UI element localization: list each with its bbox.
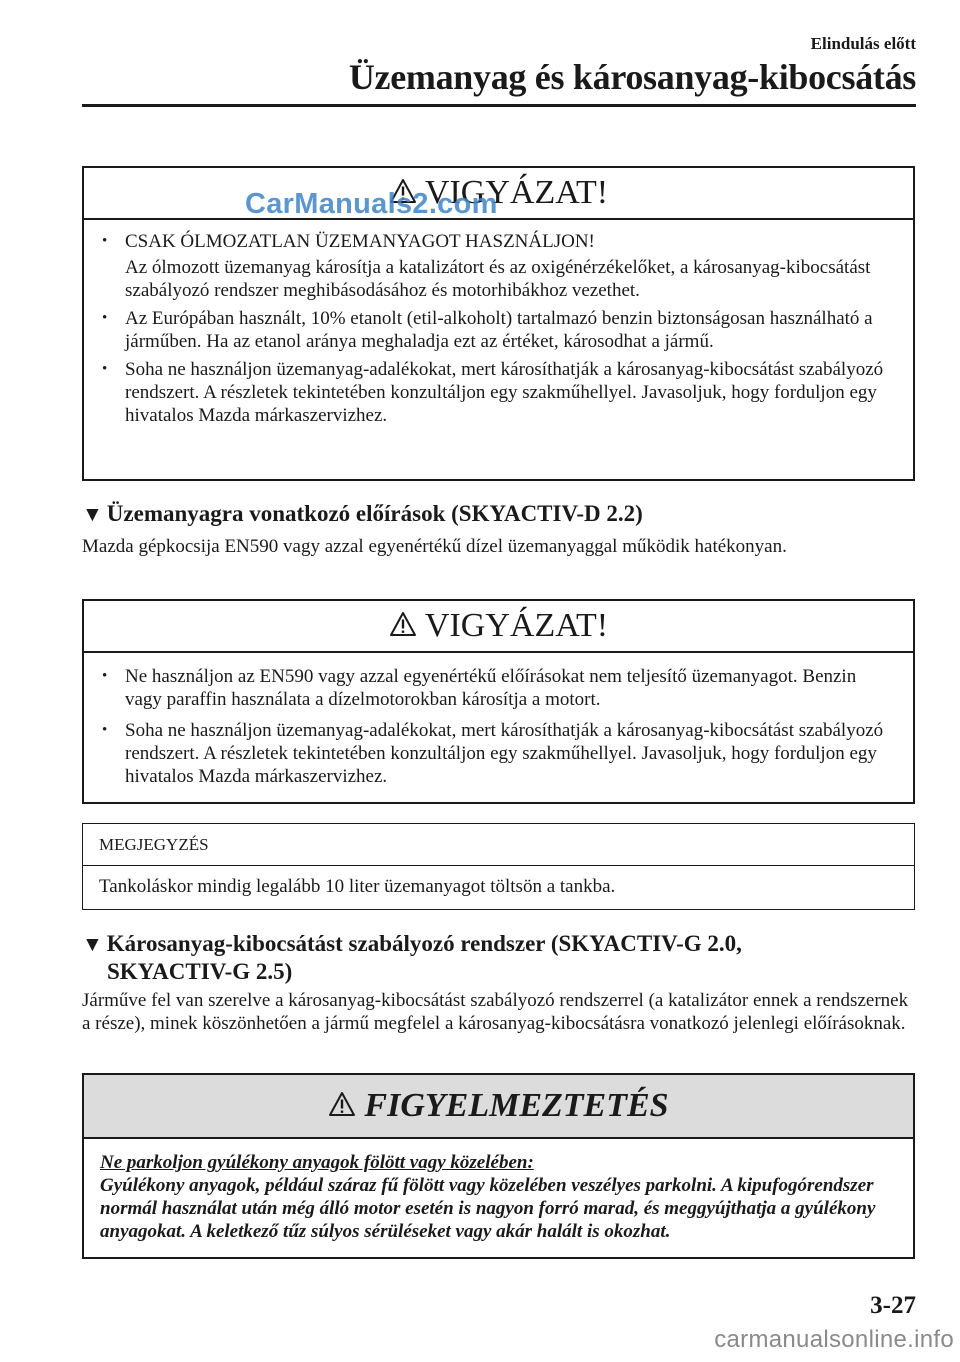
warning-box xyxy=(82,1073,915,1259)
note-title: MEGJEGYZÉS xyxy=(83,824,914,866)
caution-box-1-title: VIGYÁZAT! xyxy=(424,174,609,211)
list-item xyxy=(100,665,897,711)
header-rule xyxy=(82,104,916,107)
caution-box-1-body xyxy=(84,220,913,439)
warning-box-header xyxy=(84,1075,913,1139)
bullet-text: Az ólmozott üzemanyag károsítja a katalizátort és az oxigénérzékelőket, a károsanyag-kibocsátást szabályozó rendszer meghibásodásához és motorhibákhoz vezethet. xyxy=(125,257,871,301)
bullet-icon: • xyxy=(102,310,108,326)
page-header xyxy=(349,34,916,98)
watermark: CarManuals2.com xyxy=(245,188,498,220)
section-2-paragraph: Járműve fel van szerelve a károsanyag-kibocsátást szabályozó rendszerrel (a katalizátor ennek a rendszernek a része), minek köszönhetően a jármű megfelel a károsanyag-kibocsátásra vonatkozó jelenlegi előírásoknak. xyxy=(82,990,909,1034)
caution-box-2-title: VIGYÁZAT! xyxy=(424,607,609,644)
caution-box-2 xyxy=(82,599,915,804)
caution-box-1 xyxy=(82,166,915,481)
warning-triangle-icon xyxy=(389,611,417,637)
bullet-heading: CSAK ÓLMOZATLAN ÜZEMANYAGOT HASZNÁLJON! xyxy=(125,231,595,252)
section-label: Elindulás előtt xyxy=(810,34,916,53)
footer-site-link[interactable]: carmanualsonline.info xyxy=(714,1326,954,1353)
section-heading-1-text: Üzemanyagra vonatkozó előírások (SKYACTIV-D 2.2) xyxy=(106,501,643,526)
note-box xyxy=(82,823,915,910)
warning-text: Gyúlékony anyagok, például száraz fű fölött vagy közelében veszélyes parkolni. A kipufogórendszer normál használat után még álló motor esetén is nagyon forró marad, és meggyújthatja a gyúlékony anyagokat. A keletkező tűz súlyos sérüléseket vagy akár halált is okozhat. xyxy=(100,1175,876,1242)
caution-box-2-body xyxy=(84,653,913,800)
list-item xyxy=(100,719,897,788)
page-title: Üzemanyag és károsanyag-kibocsátás xyxy=(348,57,916,97)
bullet-icon: • xyxy=(102,722,108,738)
caution-box-2-header xyxy=(84,601,913,653)
section-marker-icon: ▼ xyxy=(82,502,103,526)
bullet-icon: • xyxy=(102,361,108,377)
bullet-text: Soha ne használjon üzemanyag-adalékokat, mert károsíthatják a károsanyag-kibocsátást szabályozó rendszert. A részletek tekintetében konzultáljon egy szakműhellyel. Javasoljuk, hogy forduljon egy hivatalos Mazda márkaszervizhez. xyxy=(125,720,884,787)
list-item xyxy=(100,230,897,302)
section-marker-icon: ▼ xyxy=(82,932,103,956)
section-heading-2-line2: SKYACTIV-G 2.5) xyxy=(107,959,293,984)
section-heading-2-line1: Károsanyag-kibocsátást szabályozó rendszer (SKYACTIV-G 2.0, xyxy=(106,931,742,956)
section-1-paragraph: Mazda gépkocsija EN590 vagy azzal egyenértékű dízel üzemanyaggal működik hatékonyan. xyxy=(82,536,787,557)
bullet-icon: • xyxy=(102,668,108,684)
section-heading-1 xyxy=(82,500,915,528)
bullet-text: Az Európában használt, 10% etanolt (etil-alkoholt) tartalmazó benzin biztonságosan használható a járműben. Ha az etanol aránya meghaladja ezt az értéket, károsodhat a jármű. xyxy=(125,308,873,352)
list-item xyxy=(100,358,897,427)
warning-box-body xyxy=(84,1139,913,1257)
list-item xyxy=(100,307,897,353)
warning-triangle-icon xyxy=(328,1091,356,1117)
note-text: Tankoláskor mindig legalább 10 liter üzemanyagot töltsön a tankba. xyxy=(99,876,616,897)
bullet-text: Soha ne használjon üzemanyag-adalékokat, mert károsíthatják a károsanyag-kibocsátást szabályozó rendszert. A részletek tekintetében konzultáljon egy szakműhellyel. Javasoljuk, hogy forduljon egy hivatalos Mazda márkaszervizhez. xyxy=(125,359,884,426)
warning-box-title: FIGYELMEZTETÉS xyxy=(364,1087,669,1124)
warning-subtitle: Ne parkoljon gyúlékony anyagok fölött vagy közelében: xyxy=(100,1152,534,1173)
section-heading-2 xyxy=(82,930,915,985)
caution-box-1-header xyxy=(84,168,913,220)
bullet-icon: • xyxy=(102,233,108,249)
page-number: 3-27 xyxy=(870,1292,916,1319)
bullet-text: Ne használjon az EN590 vagy azzal egyenértékű előírásokat nem teljesítő üzemanyagot. Benzin vagy paraffin használata a dízelmotorokban károsítja a motort. xyxy=(125,666,857,710)
